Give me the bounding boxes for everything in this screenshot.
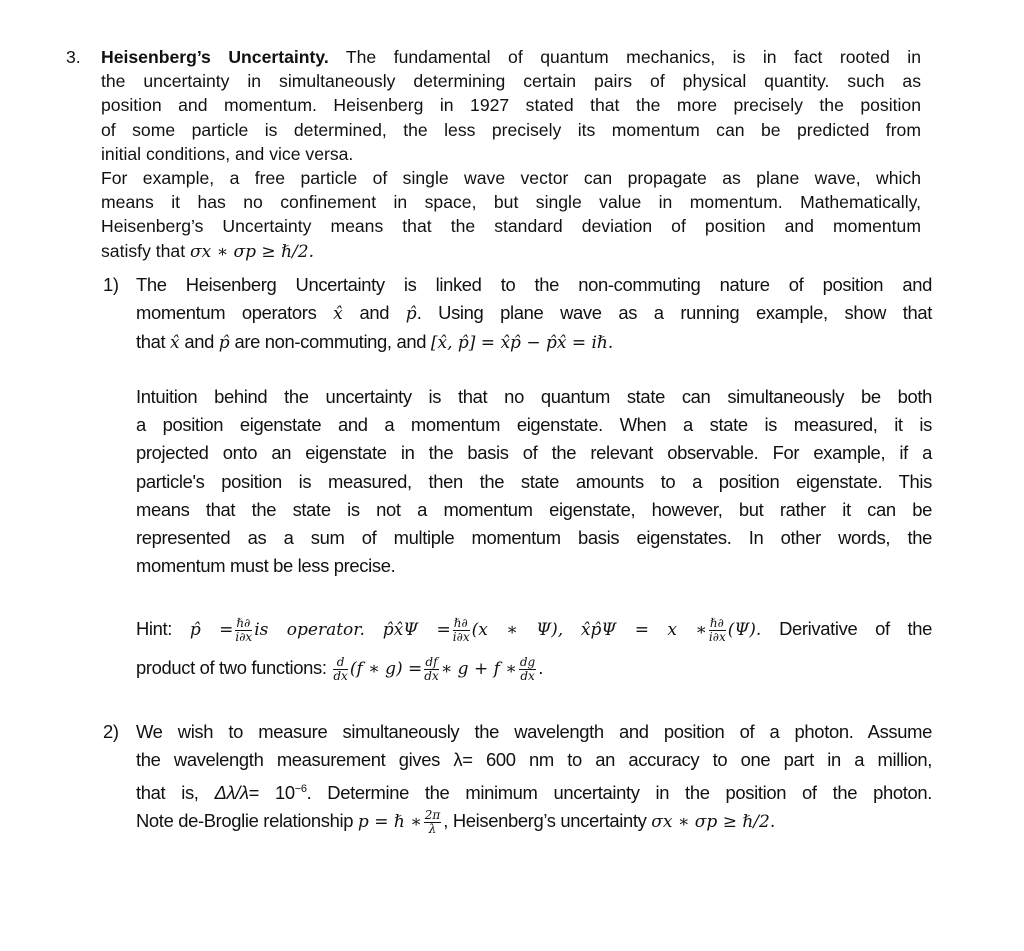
part1-question xyxy=(136,271,932,358)
text-span: ℏ∂ xyxy=(709,615,724,630)
text-span: x̂p̂Ψ = x ∗ xyxy=(580,620,707,640)
text-span: satisfy that xyxy=(101,240,190,261)
text-span: (Ψ). xyxy=(727,620,762,640)
part1-number: 1) xyxy=(103,274,119,295)
text-span: We wish to measure simultaneously the wavelength and position of a photon. Assume xyxy=(136,721,932,742)
text-span: ℏ∂ xyxy=(453,615,468,630)
text-span: projected onto an eigenstate in the basis of the relevant observable. For example, if a xyxy=(136,442,932,464)
uncertainty-formula: σx ∗ σp ≥ ℏ/2. xyxy=(651,812,776,833)
intro-line: the uncertainty in simultaneously determining certain pairs of physical quantity. such as xyxy=(101,71,921,92)
text-span: ∗ g + f ∗ xyxy=(440,659,517,679)
text-span xyxy=(333,656,347,683)
text-span: the wavelength measurement gives λ= 600 nm to an accuracy to one part in a million, xyxy=(136,749,932,771)
text-span: product of two functions: xyxy=(136,657,332,678)
text-span xyxy=(136,807,932,836)
text-span: λ xyxy=(428,821,437,836)
text-span: momentum operators xyxy=(136,302,334,324)
text-span: p̂x̂Ψ = xyxy=(382,620,451,640)
text-span: is operator. xyxy=(254,620,365,640)
intro-line: means it has no confinement in space, but single value in momentum. Mathematically, xyxy=(101,192,921,213)
text-span: Note de-Broglie relationship xyxy=(136,810,358,832)
text-span: that xyxy=(136,331,171,353)
text-span xyxy=(136,610,932,649)
problem-number: 3. xyxy=(66,47,81,67)
text-span: , Heisenberg’s uncertainty xyxy=(443,810,652,832)
text-span: . Determine the minimum uncertainty in the position of the photon. xyxy=(306,781,932,803)
text-span: momentum must be less precise. xyxy=(136,555,396,577)
text-span xyxy=(136,299,932,328)
text-span: (x ∗ Ψ), xyxy=(471,620,564,640)
text-span xyxy=(453,617,470,644)
text-span: and xyxy=(179,331,219,353)
text-span: . xyxy=(538,657,544,678)
text-span xyxy=(136,328,932,357)
text-span: dx xyxy=(424,668,439,683)
text-span: (f ∗ g) = xyxy=(349,659,423,679)
text-span: p̂ xyxy=(218,333,230,354)
text-span: that is, xyxy=(136,781,215,803)
text-span: particle's position is measured, then the state amounts to a position eigenstate. This xyxy=(136,470,932,492)
text-span: Δλ/λ xyxy=(214,781,249,803)
hint xyxy=(136,610,932,688)
intro-line: initial conditions, and vice versa. xyxy=(101,143,354,164)
text-span xyxy=(235,617,252,644)
text-span: i∂x xyxy=(708,629,726,644)
commutator-formula: [x̂, p̂] = x̂p̂ − p̂x̂ = iℏ. xyxy=(430,333,614,354)
text-span: −6 xyxy=(294,782,307,795)
part2-number: 2) xyxy=(103,721,119,742)
text-span: i∂x xyxy=(452,629,470,644)
intro-line xyxy=(101,45,921,69)
text-span: represented as a sum of multiple momentum basis eigenstates. In other words, the xyxy=(136,527,932,549)
text-span: Derivative of the xyxy=(761,618,933,639)
text-span: p = ℏ ∗ xyxy=(357,812,422,833)
text-span: The fundamental of quantum mechanics, is in fact rooted in xyxy=(328,47,921,67)
text-span xyxy=(424,809,442,836)
text-span: p̂ xyxy=(405,304,417,325)
intro-line xyxy=(101,239,921,264)
text-span: = 10 xyxy=(248,781,295,803)
text-span: 2π xyxy=(424,807,441,822)
text-span: dx xyxy=(333,668,348,683)
text-span: and xyxy=(342,302,406,324)
problem-intro xyxy=(101,45,921,264)
text-span: df xyxy=(425,654,438,669)
part2-question xyxy=(136,718,932,836)
problem-title: Heisenberg’s Uncertainty. xyxy=(101,47,329,67)
intro-line: For example, a free particle of single wave vector can propagate as plane wave, which xyxy=(101,168,921,189)
uncertainty-formula: σx ∗ σp ≥ ℏ/2. xyxy=(189,241,314,262)
text-span xyxy=(709,617,726,644)
text-span: dx xyxy=(520,668,535,683)
text-span: ℏ∂ xyxy=(236,615,251,630)
text-span: . Using plane wave as a running example, show that xyxy=(416,302,932,324)
intuition-paragraph xyxy=(136,383,932,580)
text-span: i∂x xyxy=(235,629,253,644)
text-span: dg xyxy=(519,654,536,669)
text-span: Hint: xyxy=(136,618,190,639)
text-span: are non-commuting, and xyxy=(229,331,431,353)
text-span: The Heisenberg Uncertainty is linked to the non-commuting nature of position and xyxy=(136,274,932,295)
text-span xyxy=(136,775,932,807)
text-span xyxy=(519,656,536,683)
text-span: p̂ = xyxy=(189,620,234,640)
intro-line: of some particle is determined, the less precisely its momentum can be predicted from xyxy=(101,119,921,140)
text-span: x̂ xyxy=(333,304,343,325)
text-span: x̂ xyxy=(170,333,180,354)
intro-line: position and momentum. Heisenberg in 1927 stated that the more precisely the position xyxy=(101,95,921,116)
text-span xyxy=(424,656,438,683)
text-span: Intuition behind the uncertainty is that no quantum state can simultaneously be both xyxy=(136,386,932,407)
text-span: d xyxy=(333,656,347,670)
text-span xyxy=(136,649,932,688)
intro-line: Heisenberg’s Uncertainty means that the standard deviation of position and momentum xyxy=(101,216,921,237)
text-span: a position eigenstate and a momentum eigenstate. When a state is measured, it is xyxy=(136,414,932,436)
text-span: means that the state is not a momentum eigenstate, however, but rather it can be xyxy=(136,498,932,520)
